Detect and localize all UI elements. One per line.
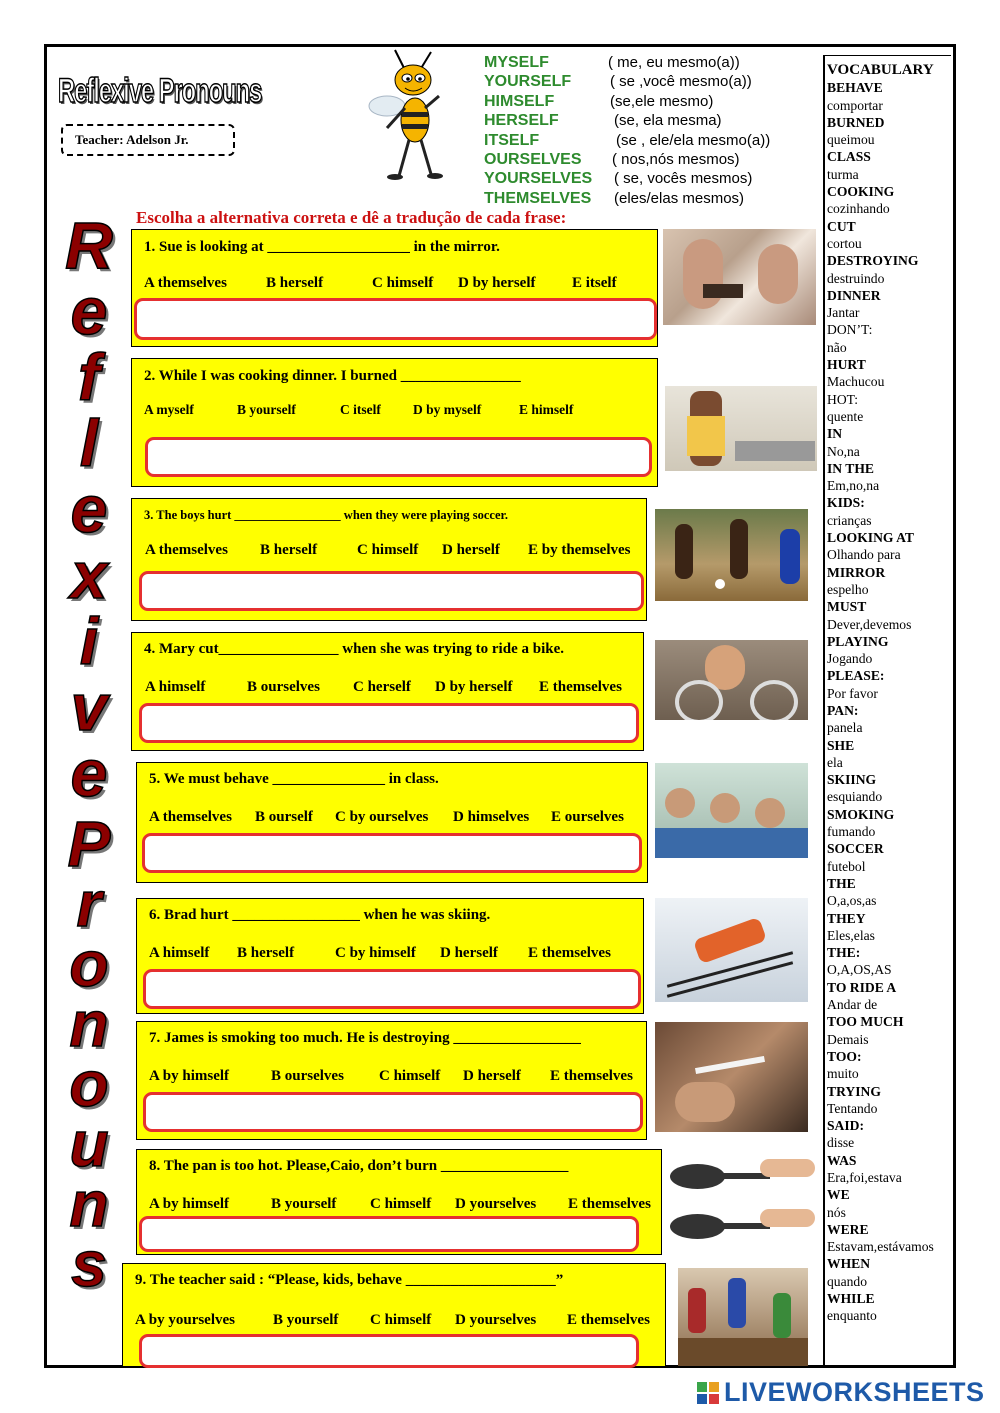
side-title-letter: f bbox=[78, 340, 100, 414]
vocab-meaning: Era,foi,estava bbox=[827, 1170, 902, 1185]
question-text: 6. Brad hurt _________________ when he was skiing. bbox=[149, 907, 491, 923]
answer-option[interactable]: E themselves bbox=[567, 1312, 650, 1328]
vocab-meaning: Andar de bbox=[827, 997, 878, 1013]
answer-option[interactable]: D by myself bbox=[413, 402, 482, 417]
vocab-word: THE bbox=[827, 875, 856, 891]
answer-option[interactable]: C himself bbox=[379, 1068, 441, 1084]
answer-option[interactable]: B yourself bbox=[237, 402, 296, 417]
answer-option[interactable]: E ourselves bbox=[551, 809, 624, 825]
vocab-meaning: enquanto bbox=[827, 1308, 877, 1324]
vocab-word: THE: bbox=[827, 945, 861, 961]
vocab-word: DINNER bbox=[827, 287, 881, 303]
bee-mascot-icon bbox=[365, 48, 465, 180]
translation-input[interactable] bbox=[139, 1334, 639, 1368]
answer-option[interactable]: A by himself bbox=[149, 1068, 230, 1084]
vocab-word: MUST bbox=[827, 599, 867, 615]
side-title-letter: r bbox=[76, 868, 102, 940]
question-card bbox=[131, 358, 658, 487]
question-card bbox=[136, 762, 648, 883]
photo-class bbox=[655, 763, 808, 858]
liveworksheets-logo-icon bbox=[697, 1382, 719, 1404]
vocab-word: THEY bbox=[827, 910, 866, 926]
vocab-word: MIRROR bbox=[827, 564, 886, 580]
answer-option[interactable]: E itself bbox=[572, 275, 617, 291]
side-title-letter: n bbox=[69, 988, 109, 1060]
answer-option[interactable]: C herself bbox=[353, 679, 411, 695]
photo-smoking bbox=[655, 1022, 808, 1132]
vocab-meaning: nós bbox=[827, 1204, 846, 1220]
vocab-meaning: Estavam,estávamos bbox=[827, 1239, 934, 1255]
side-title-letter: x bbox=[70, 538, 108, 612]
vocab-meaning: queimou bbox=[827, 132, 875, 148]
pronoun-pt: ( me, eu mesmo(a)) bbox=[608, 54, 740, 71]
question-card bbox=[131, 632, 644, 751]
instruction-text: Escolha a alternativa correta e dê a tradução de cada frase: bbox=[136, 208, 567, 227]
teacher-label: Teacher: Adelson Jr. bbox=[61, 124, 235, 156]
vocab-word: TOO: bbox=[827, 1048, 862, 1064]
translation-input[interactable] bbox=[142, 833, 642, 873]
pronoun-row bbox=[484, 92, 714, 111]
answer-option[interactable]: A himself bbox=[145, 679, 206, 695]
translation-input[interactable] bbox=[139, 571, 644, 611]
vocab-word: TO RIDE A bbox=[827, 979, 897, 995]
side-title-letter: P bbox=[67, 808, 111, 880]
question-card bbox=[131, 498, 647, 621]
answer-option[interactable]: B herself bbox=[260, 542, 318, 558]
vocab-meaning: turma bbox=[827, 166, 859, 182]
translation-input[interactable] bbox=[139, 703, 639, 743]
pronoun-en: YOURSELF bbox=[484, 73, 572, 91]
vocab-word: WAS bbox=[827, 1152, 857, 1168]
vocab-word: WHILE bbox=[827, 1291, 875, 1307]
pronoun-en: THEMSELVES bbox=[484, 189, 592, 207]
vocab-word: LOOKING AT bbox=[827, 530, 914, 546]
vocab-word: HURT bbox=[827, 357, 866, 373]
question-card bbox=[136, 1149, 662, 1255]
side-title-letter: l bbox=[79, 406, 99, 480]
answer-option[interactable]: B ourself bbox=[255, 809, 313, 825]
question-text: 7. James is smoking too much. He is destroying _________________ bbox=[149, 1030, 581, 1046]
answer-option[interactable]: A themselves bbox=[145, 542, 228, 558]
answer-option[interactable]: E himself bbox=[519, 402, 574, 417]
brand-name: LIVEWORKSHEETS bbox=[724, 1377, 985, 1407]
answer-option[interactable]: B yourself bbox=[271, 1196, 337, 1212]
photo-skiing bbox=[655, 898, 808, 1002]
translation-input[interactable] bbox=[145, 437, 652, 477]
side-title-letter: i bbox=[79, 604, 99, 678]
answer-option[interactable]: B ourselves bbox=[247, 679, 320, 695]
vocab-meaning: Em,no,na bbox=[827, 478, 880, 494]
answer-option[interactable]: E themselves bbox=[528, 945, 611, 961]
photo-pan bbox=[665, 1149, 820, 1253]
vocab-word: WERE bbox=[827, 1221, 869, 1237]
vocab-meaning: fumando bbox=[827, 824, 876, 840]
vocab-meaning: futebol bbox=[827, 858, 866, 874]
vocab-meaning: Demais bbox=[827, 1031, 869, 1047]
pronoun-pt: (eles/elas mesmos) bbox=[614, 189, 745, 207]
vocab-meaning: Por favor bbox=[827, 685, 878, 701]
vocab-meaning: Tentando bbox=[827, 1100, 878, 1116]
answer-option[interactable]: D yourselves bbox=[455, 1196, 537, 1212]
side-title-letter: e bbox=[70, 472, 108, 546]
answer-option[interactable]: E by themselves bbox=[528, 542, 631, 558]
vocab-meaning: não bbox=[827, 339, 847, 355]
side-title-letter: e bbox=[70, 274, 108, 348]
answer-option[interactable]: A myself bbox=[144, 402, 194, 417]
pronoun-row bbox=[484, 111, 722, 130]
vocab-meaning: quente bbox=[827, 408, 864, 424]
answer-option[interactable]: A by yourselves bbox=[135, 1312, 236, 1328]
vocab-word: SAID: bbox=[827, 1118, 865, 1134]
translation-input[interactable] bbox=[143, 1092, 643, 1132]
question-text: 4. Mary cut________________ when she was trying to ride a bike. bbox=[144, 641, 564, 657]
side-title-letter: n bbox=[69, 1168, 109, 1240]
pronoun-pt: (se , ele/ela mesmo(a)) bbox=[616, 131, 771, 149]
question-text: 8. The pan is too hot. Please,Caio, don’t burn _________________ bbox=[149, 1158, 569, 1174]
answer-option[interactable]: D herself bbox=[440, 945, 498, 961]
vocab-word: CLASS bbox=[827, 149, 871, 165]
vocab-meaning: cortou bbox=[827, 235, 862, 251]
pronoun-row bbox=[484, 189, 745, 208]
vocab-word: SHE bbox=[827, 737, 855, 753]
vocab-word: HOT: bbox=[827, 391, 859, 407]
vocab-meaning: O,A,OS,AS bbox=[827, 962, 892, 978]
answer-option[interactable]: C himself bbox=[357, 542, 419, 558]
pronoun-en: YOURSELVES bbox=[484, 170, 593, 188]
pronoun-row bbox=[484, 131, 771, 150]
vocab-meaning: muito bbox=[827, 1066, 859, 1082]
translation-input[interactable] bbox=[139, 1216, 639, 1252]
answer-option[interactable]: C by ourselves bbox=[335, 809, 429, 825]
vocab-word: COOKING bbox=[827, 184, 895, 200]
answer-option[interactable]: C himself bbox=[372, 275, 434, 291]
answer-option[interactable]: A by himself bbox=[149, 1196, 230, 1212]
photo-soccer bbox=[655, 509, 808, 601]
side-title-letter: R bbox=[65, 208, 113, 282]
question-card bbox=[136, 898, 644, 1014]
answer-option[interactable]: A himself bbox=[149, 945, 210, 961]
photo-bike bbox=[655, 640, 808, 720]
question-text: 2. While I was cooking dinner. I burned ________________ bbox=[144, 368, 521, 384]
page-title: Reflexive Pronouns bbox=[58, 72, 262, 110]
question-card bbox=[136, 1021, 647, 1140]
vocab-word: PLAYING bbox=[827, 633, 889, 649]
pronoun-row bbox=[484, 72, 752, 91]
vocab-meaning: crianças bbox=[827, 512, 872, 528]
vocab-meaning: Dever,devemos bbox=[827, 616, 912, 632]
pronoun-row bbox=[484, 169, 753, 188]
vocab-word: SMOKING bbox=[827, 806, 895, 822]
vocab-meaning: No,na bbox=[827, 443, 860, 459]
vocab-word: TOO MUCH bbox=[827, 1014, 904, 1030]
pronoun-en: OURSELVES bbox=[484, 150, 582, 168]
vocab-meaning: Olhando para bbox=[827, 547, 901, 563]
photo-classroom bbox=[678, 1268, 808, 1366]
side-title-letter: e bbox=[70, 736, 108, 810]
answer-option[interactable]: A themselves bbox=[149, 809, 232, 825]
vocab-meaning: Jogando bbox=[827, 651, 873, 667]
vocab-meaning: destruindo bbox=[827, 270, 885, 286]
photo-cooking bbox=[665, 386, 817, 471]
pronoun-en: HERSELF bbox=[484, 112, 559, 130]
side-title-letter: o bbox=[69, 928, 109, 1000]
vocab-word: WHEN bbox=[827, 1256, 871, 1272]
vocab-meaning: panela bbox=[827, 720, 863, 736]
pronoun-pt: ( se, vocês mesmos) bbox=[614, 170, 753, 188]
answer-option[interactable]: E themselves bbox=[568, 1196, 651, 1212]
answer-option[interactable]: C itself bbox=[340, 402, 381, 417]
vocab-meaning: O,a,os,as bbox=[827, 893, 877, 909]
vocab-word: CUT bbox=[827, 218, 856, 234]
pronoun-list bbox=[484, 53, 771, 208]
answer-option[interactable]: D by herself bbox=[458, 275, 536, 291]
vocab-meaning: cozinhando bbox=[827, 201, 890, 217]
answer-option[interactable]: C himself bbox=[370, 1196, 432, 1212]
side-title-letter: v bbox=[70, 670, 108, 744]
vocab-meaning: espelho bbox=[827, 581, 869, 597]
vocab-word: DON’T: bbox=[827, 322, 873, 338]
vocab-word: SKIING bbox=[827, 772, 877, 788]
answer-option[interactable]: C by himself bbox=[335, 945, 416, 961]
vocab-word: PLEASE: bbox=[827, 668, 885, 684]
pronoun-row bbox=[484, 150, 740, 169]
side-title-letter: s bbox=[71, 1228, 107, 1300]
answer-option[interactable]: B yourself bbox=[273, 1312, 339, 1328]
side-title-letter: o bbox=[69, 1048, 109, 1120]
answer-option[interactable]: E themselves bbox=[550, 1068, 633, 1084]
side-title-letter: u bbox=[69, 1108, 109, 1180]
pronoun-pt: ( nos,nós mesmos) bbox=[612, 150, 740, 168]
question-card bbox=[122, 1263, 666, 1367]
answer-option[interactable]: B herself bbox=[237, 945, 295, 961]
pronoun-en: MYSELF bbox=[484, 54, 549, 71]
answer-option[interactable]: E themselves bbox=[539, 679, 622, 695]
vocab-word: BURNED bbox=[827, 114, 885, 130]
vocab-meaning: esquiando bbox=[827, 789, 883, 805]
vocabulary-title: VOCABULARY bbox=[827, 62, 934, 78]
vocab-word: WE bbox=[827, 1187, 850, 1203]
pronoun-pt: ( se ,você mesmo(a)) bbox=[610, 73, 752, 91]
vocab-word: IN THE bbox=[827, 460, 874, 476]
question-text: 3. The boys hurt _________________ when they were playing soccer. bbox=[144, 508, 509, 522]
vocab-word: BEHAVE bbox=[827, 80, 883, 96]
vocab-word: KIDS: bbox=[827, 495, 865, 511]
vocab-word: SOCCER bbox=[827, 841, 884, 857]
vocab-word: DESTROYING bbox=[827, 253, 919, 269]
question-card bbox=[131, 229, 658, 347]
translation-input[interactable] bbox=[134, 298, 657, 340]
answer-option[interactable]: C himself bbox=[370, 1312, 432, 1328]
translation-input[interactable] bbox=[143, 969, 641, 1009]
vocab-meaning: disse bbox=[827, 1135, 855, 1151]
vocab-word: TRYING bbox=[827, 1083, 881, 1099]
answer-option[interactable]: A themselves bbox=[144, 275, 227, 291]
answer-option[interactable]: D herself bbox=[463, 1068, 521, 1084]
answer-option[interactable]: D yourselves bbox=[455, 1312, 537, 1328]
answer-option[interactable]: D herself bbox=[442, 542, 500, 558]
pronoun-row bbox=[484, 53, 740, 72]
answer-option[interactable]: B ourselves bbox=[271, 1068, 344, 1084]
question-text: 1. Sue is looking at ___________________ in the mirror. bbox=[144, 239, 500, 255]
question-text: 9. The teacher said : “Please, kids, behave ____________________” bbox=[135, 1272, 564, 1288]
vocab-meaning: ela bbox=[827, 754, 843, 770]
answer-option[interactable]: D by herself bbox=[435, 679, 513, 695]
answer-option[interactable]: B herself bbox=[266, 275, 324, 291]
answer-option[interactable]: D himselves bbox=[453, 809, 530, 825]
question-text: 5. We must behave _______________ in class. bbox=[149, 771, 439, 787]
vocab-word: IN bbox=[827, 426, 843, 442]
pronoun-pt: (se, ela mesma) bbox=[614, 112, 722, 130]
vocabulary-panel bbox=[823, 55, 951, 1367]
photo-mirror bbox=[663, 229, 816, 325]
pronoun-en: ITSELF bbox=[484, 131, 540, 149]
vocab-meaning: comportar bbox=[827, 97, 883, 113]
pronoun-en: HIMSELF bbox=[484, 92, 555, 110]
vocab-meaning: quando bbox=[827, 1273, 868, 1289]
vocab-meaning: Jantar bbox=[827, 305, 860, 321]
vocab-meaning: Machucou bbox=[827, 374, 885, 390]
pronoun-pt: (se,ele mesmo) bbox=[610, 92, 714, 110]
vocab-meaning: Eles,elas bbox=[827, 927, 875, 943]
vocab-word: PAN: bbox=[827, 702, 859, 718]
